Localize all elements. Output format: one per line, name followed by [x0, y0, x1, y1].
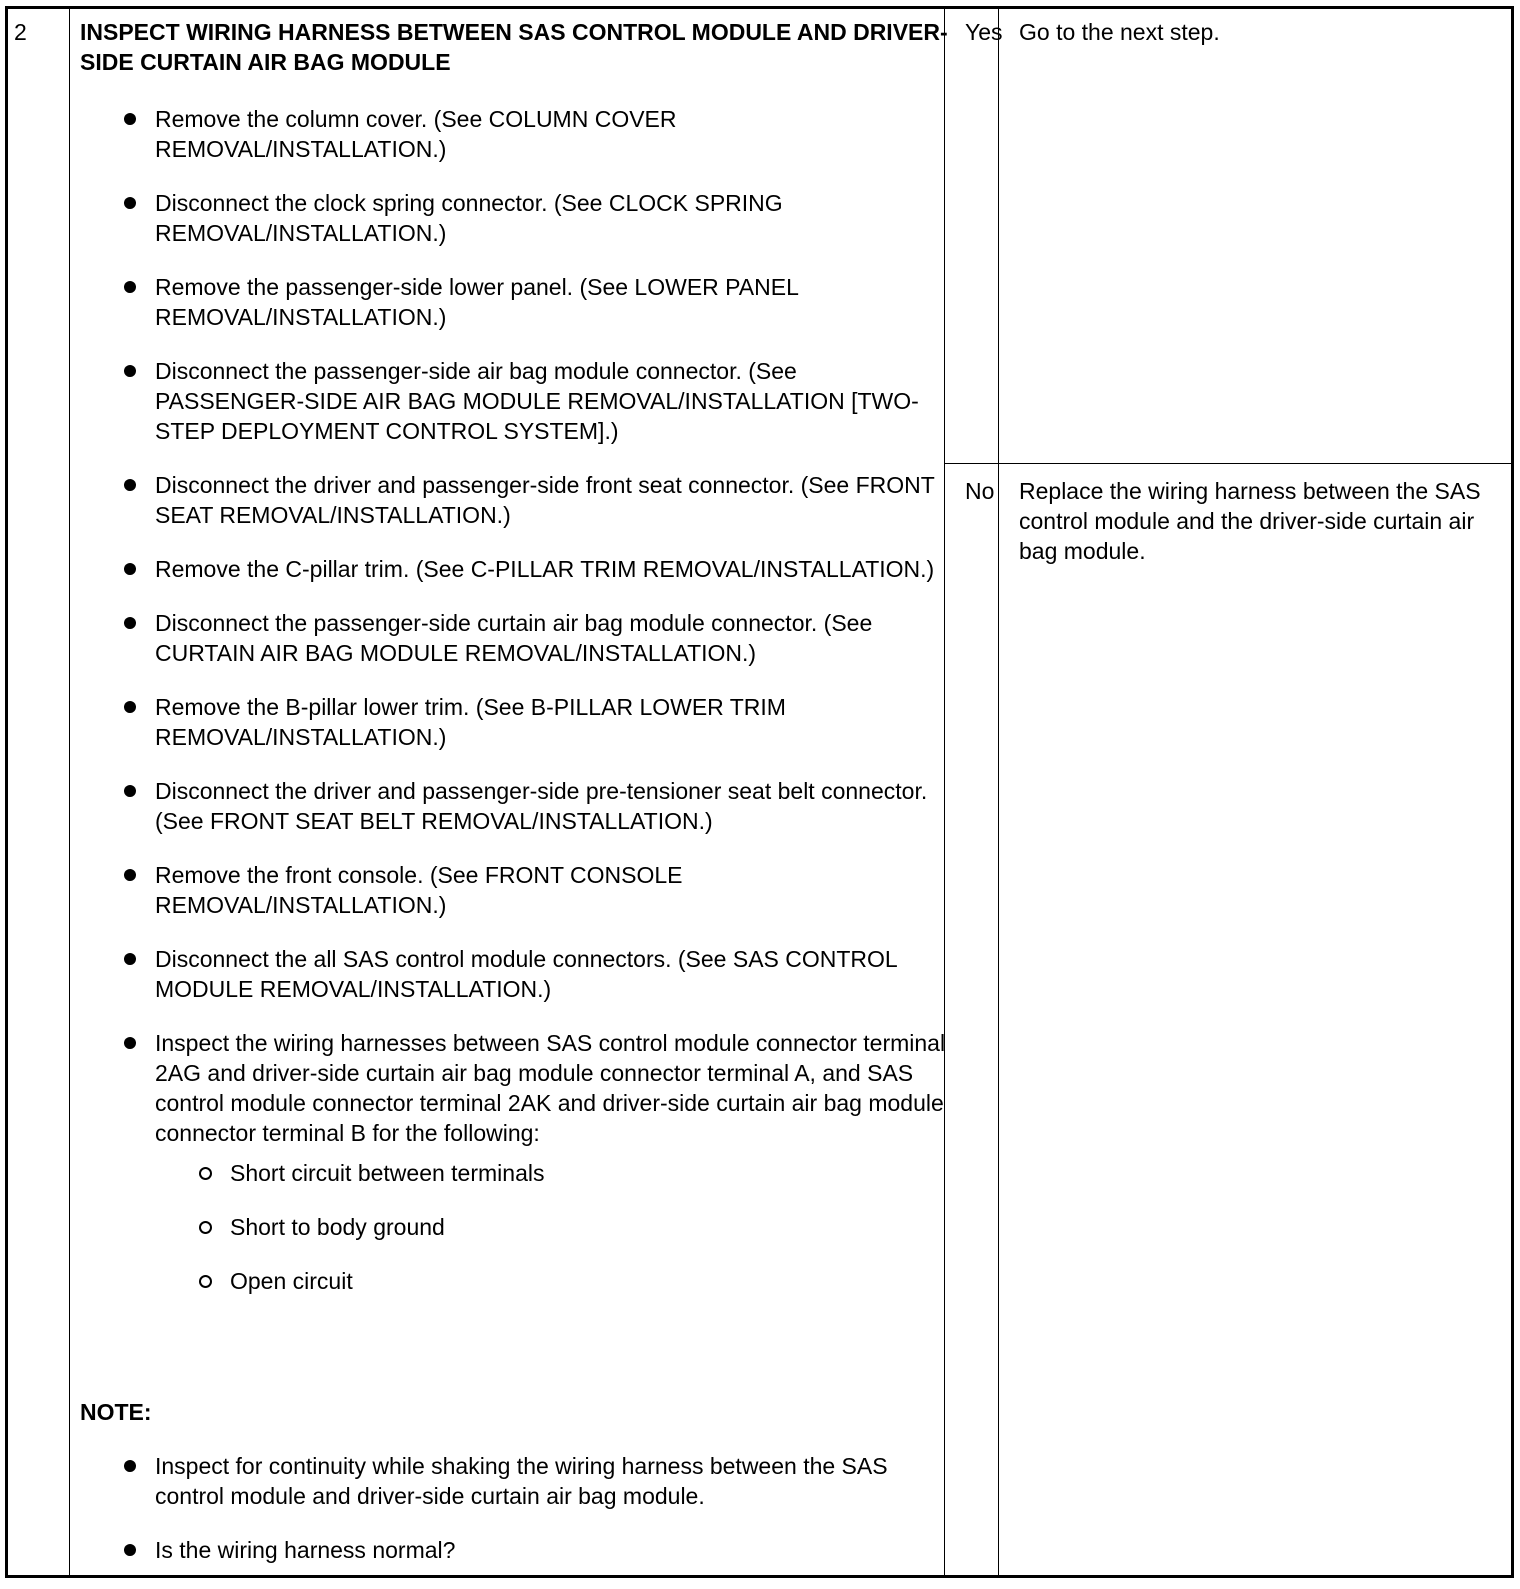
bullet-icon	[124, 869, 136, 881]
check-text: Short circuit between terminals	[230, 1160, 545, 1186]
check-item	[155, 1212, 950, 1242]
note-item	[80, 1535, 950, 1565]
procedure-text: Remove the C-pillar trim. (See C-PILLAR TRIM REMOVAL/INSTALLATION.)	[155, 556, 935, 582]
diagnostic-table	[5, 6, 1514, 1578]
bullet-icon	[124, 1460, 136, 1472]
procedure-item	[80, 608, 950, 668]
procedure-item	[80, 356, 950, 446]
note-item	[80, 1451, 950, 1511]
circle-bullet-icon	[199, 1221, 212, 1234]
note-list	[80, 1451, 950, 1589]
step-title: INSPECT WIRING HARNESS BETWEEN SAS CONTROL MODULE AND DRIVER-SIDE CURTAIN AIR BAG MODULE	[80, 19, 948, 75]
result-yes-action: Go to the next step.	[1019, 19, 1220, 45]
procedure-text: Remove the front console. (See FRONT CONSOLE REMOVAL/INSTALLATION.)	[155, 862, 683, 918]
procedure-text: Disconnect the passenger-side air bag module connector. (See PASSENGER-SIDE AIR BAG MODULE REMOVAL/INSTALLATION [TWO-STEP DEPLOYMENT CONTROL SYSTEM].)	[155, 358, 919, 444]
procedure-item	[80, 944, 950, 1004]
procedure-item	[80, 470, 950, 530]
check-item	[155, 1158, 950, 1188]
bullet-icon	[124, 953, 136, 965]
check-text: Open circuit	[230, 1268, 353, 1294]
check-text: Short to body ground	[230, 1214, 445, 1240]
bullet-icon	[124, 197, 136, 209]
result-no-action: Replace the wiring harness between the SAS control module and the driver-side curtain air bag module.	[1019, 478, 1481, 564]
procedure-text: Disconnect the all SAS control module connectors. (See SAS CONTROL MODULE REMOVAL/INSTALLATION.)	[155, 946, 897, 1002]
procedure-item	[80, 272, 950, 332]
result-yes-label: Yes	[965, 19, 1003, 45]
bullet-icon	[124, 617, 136, 629]
bullet-icon	[124, 785, 136, 797]
check-list	[155, 1158, 950, 1296]
procedure-item	[80, 692, 950, 752]
bullet-icon	[124, 113, 136, 125]
bullet-icon	[124, 701, 136, 713]
check-item	[155, 1266, 950, 1296]
bullet-icon	[124, 1037, 136, 1049]
procedure-text: Inspect the wiring harnesses between SAS control module connector terminal 2AG and driver-side curtain air bag module connector terminal A, and SAS control module connector terminal 2AK and driver-side curtain air bag module connector terminal B for the following:	[155, 1030, 946, 1146]
result-no-label: No	[965, 478, 995, 504]
bullet-icon	[124, 1544, 136, 1556]
procedure-item	[80, 1028, 950, 1296]
procedure-item	[80, 776, 950, 836]
procedure-item	[80, 860, 950, 920]
bullet-icon	[124, 365, 136, 377]
note-text: Is the wiring harness normal?	[155, 1537, 456, 1563]
procedure-text: Disconnect the passenger-side curtain air bag module connector. (See CURTAIN AIR BAG MODULE REMOVAL/INSTALLATION.)	[155, 610, 873, 666]
circle-bullet-icon	[199, 1275, 212, 1288]
procedure-item	[80, 104, 950, 164]
step-number: 2	[14, 19, 27, 45]
procedure-text: Disconnect the driver and passenger-side pre-tensioner seat belt connector. (See FRONT SEAT BELT REMOVAL/INSTALLATION.)	[155, 778, 928, 834]
procedure-text: Remove the column cover. (See COLUMN COVER REMOVAL/INSTALLATION.)	[155, 106, 677, 162]
note-label: NOTE:	[80, 1399, 152, 1425]
bullet-icon	[124, 281, 136, 293]
procedure-list	[80, 104, 950, 1320]
procedure-text: Remove the passenger-side lower panel. (See LOWER PANEL REMOVAL/INSTALLATION.)	[155, 274, 799, 330]
circle-bullet-icon	[199, 1167, 212, 1180]
bullet-icon	[124, 563, 136, 575]
procedure-item	[80, 554, 950, 584]
row-divider-yes-no	[944, 463, 1511, 464]
procedure-item	[80, 188, 950, 248]
procedure-text: Disconnect the driver and passenger-side front seat connector. (See FRONT SEAT REMOVAL/INSTALLATION.)	[155, 472, 935, 528]
column-divider-result	[998, 9, 999, 1575]
procedure-text: Remove the B-pillar lower trim. (See B-PILLAR LOWER TRIM REMOVAL/INSTALLATION.)	[155, 694, 786, 750]
procedure-text: Disconnect the clock spring connector. (See CLOCK SPRING REMOVAL/INSTALLATION.)	[155, 190, 783, 246]
note-text: Inspect for continuity while shaking the wiring harness between the SAS control module and driver-side curtain air bag module.	[155, 1453, 888, 1509]
bullet-icon	[124, 479, 136, 491]
column-divider-step	[69, 9, 70, 1575]
